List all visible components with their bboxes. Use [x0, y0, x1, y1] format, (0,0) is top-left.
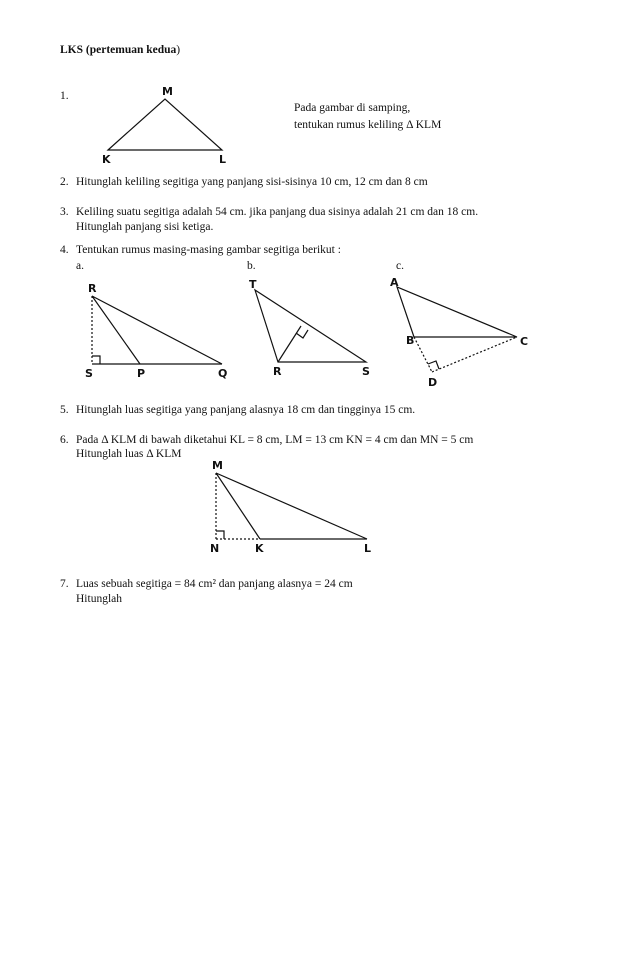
q2-text: Hitunglah keliling segitiga yang panjang sisi-sisinya 10 cm, 12 cm dan 8 cm: [76, 176, 428, 188]
q1-label-k: K: [102, 153, 111, 166]
fig-4a-right-angle: [92, 356, 100, 364]
q3-number: 3.: [60, 206, 69, 218]
q3-line2: Hitunglah panjang sisi ketiga.: [76, 221, 214, 233]
fig-4c-label-c: C: [520, 335, 529, 348]
fig-4a-label-q: Q: [218, 367, 228, 380]
fig-4c-sides: [397, 287, 517, 337]
fig-4b-altitude: [278, 326, 301, 362]
fig-4c-label-a: A: [390, 276, 399, 289]
q5-number: 5.: [60, 404, 69, 416]
fig-4c-right-angle: [428, 361, 439, 369]
q1-label-l: L: [219, 153, 227, 166]
figure-6: [216, 473, 367, 539]
fig-4c-label-d: D: [428, 376, 438, 389]
title-paren: ): [176, 44, 181, 56]
q6-line1: Pada Δ KLM di bawah diketahui KL = 8 cm, LM = 13 cm KN = 4 cm dan MN = 5 cm: [76, 434, 474, 446]
q4-sub-a: a.: [76, 260, 84, 272]
q4-sub-c: c.: [396, 260, 404, 272]
q7-number: 7.: [60, 578, 69, 590]
fig-6-label-l: L: [364, 542, 372, 555]
fig-4a-label-r: R: [88, 282, 97, 295]
q1-text-line2: tentukan rumus keliling Δ KLM: [294, 119, 442, 131]
fig-4c-extension: [414, 337, 432, 372]
q7-line1: Luas sebuah segitiga = 84 cm² dan panjang alasnya = 24 cm: [76, 578, 353, 590]
q4-number: 4.: [60, 244, 69, 256]
fig-4a-label-s: S: [85, 367, 93, 380]
fig-6-label-n: N: [210, 542, 220, 555]
triangle-klm-q1: [108, 99, 222, 150]
figure-4a: [92, 296, 222, 364]
fig-4a-side-rq: [92, 296, 222, 364]
figure-4b: [255, 290, 366, 362]
q4-text: Tentukan rumus masing-masing gambar segitiga berikut :: [76, 244, 341, 256]
q3-line1: Keliling suatu segitiga adalah 54 cm. jika panjang dua sisinya adalah 21 cm dan 18 cm.: [76, 206, 479, 218]
fig-4a-label-p: P: [137, 367, 146, 380]
fig-4b-label-s: S: [362, 365, 370, 378]
figure-4c: [397, 287, 517, 372]
fig-6-right-angle: [216, 531, 224, 539]
q4-sub-b: b.: [247, 260, 256, 272]
q6-number: 6.: [60, 434, 69, 446]
q2-number: 2.: [60, 176, 69, 188]
fig-4b-label-r: R: [273, 365, 282, 378]
fig-4b-label-t: T: [249, 278, 257, 291]
q1-number: 1.: [60, 90, 69, 102]
fig-4c-label-b: B: [406, 334, 415, 347]
title-text: LKS (pertemuan kedua: [60, 44, 177, 56]
fig-6-label-k: K: [255, 542, 264, 555]
fig-4a-side-rp: [92, 296, 140, 364]
q1-label-m: M: [162, 85, 173, 98]
fig-4b-triangle: [255, 290, 366, 362]
q5-text: Hitunglah luas segitiga yang panjang alasnya 18 cm dan tingginya 15 cm.: [76, 404, 416, 416]
q1-text-line1: Pada gambar di samping,: [294, 102, 411, 114]
q6-line2: Hitunglah luas Δ KLM: [76, 448, 182, 460]
fig-4c-altitude: [432, 337, 517, 372]
q7-line2: Hitunglah: [76, 593, 122, 605]
fig-6-label-m: M: [212, 459, 223, 472]
